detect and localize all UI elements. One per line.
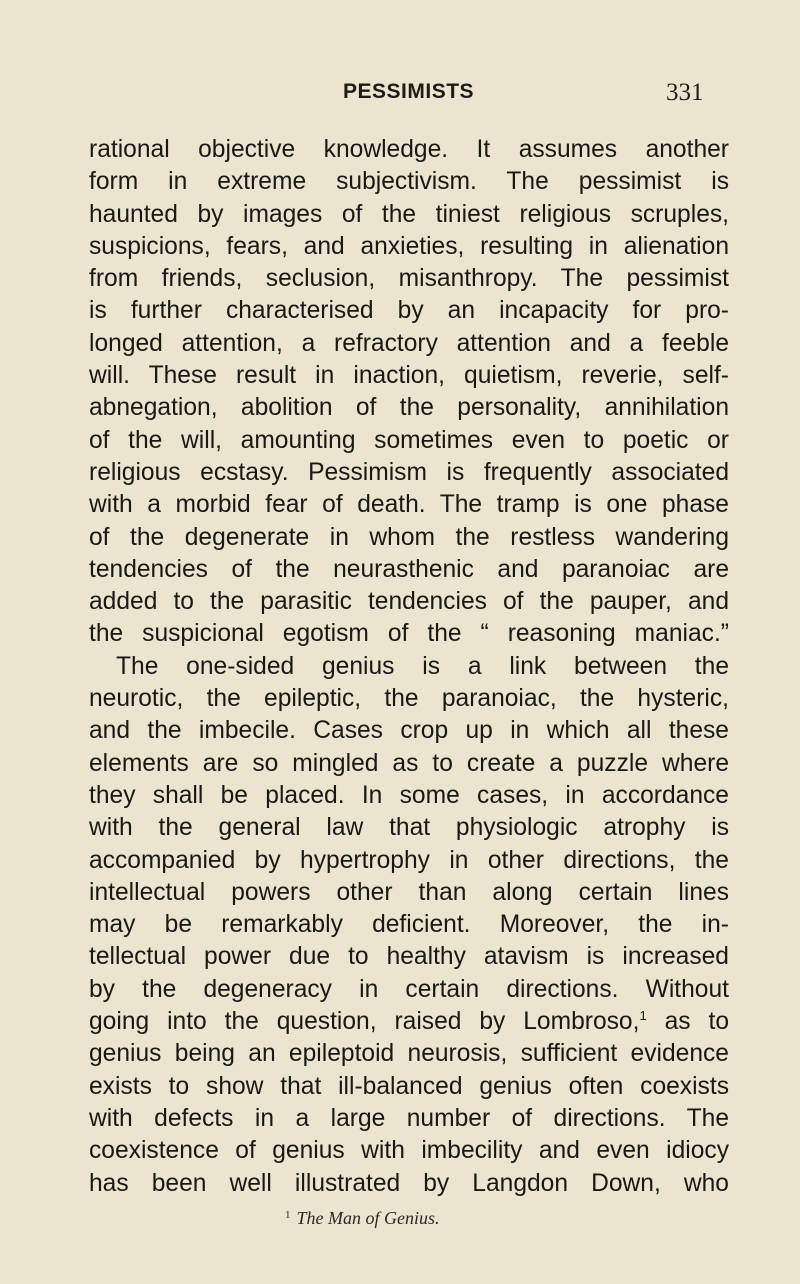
line-text: going into the question, raised by Lombroso, <box>89 1008 640 1036</box>
text-line: by the degeneracy in certain directions. Without <box>89 975 729 1003</box>
body-text <box>89 134 729 1200</box>
text-line: rational objective knowledge. It assumes another <box>89 136 729 163</box>
text-line: exists to show that ill-balanced genius often coexists <box>89 1072 729 1100</box>
text-line: abnegation, abolition of the personality, annihilation <box>89 394 729 422</box>
text-line: is further characterised by an incapacity for pro- <box>89 297 729 325</box>
text-line: coexistence of genius with imbecility and even idiocy <box>89 1137 729 1165</box>
footnote-marker: 1 <box>285 1209 291 1221</box>
text-line: tendencies of the neurasthenic and paranoiac are <box>89 555 729 583</box>
text-line: with defects in a large number of directions. The <box>89 1104 729 1132</box>
text-line: religious ecstasy. Pessimism is frequently associated <box>89 458 729 486</box>
text-line: has been well illustrated by Langdon Down, who <box>89 1169 729 1197</box>
text-line: elements are so mingled as to create a puzzle where <box>89 749 729 777</box>
text-line: intellectual powers other than along certain lines <box>89 878 729 906</box>
text-line: haunted by images of the tiniest religious scruples, <box>89 200 729 228</box>
text-line: neurotic, the epileptic, the paranoiac, the hysteric, <box>89 685 729 713</box>
text-line: will. These result in inaction, quietism, reverie, self- <box>89 362 729 390</box>
text-line: accompanied by hypertrophy in other directions, the <box>89 846 729 874</box>
text-line-with-footnote-ref <box>89 1006 729 1038</box>
text-line: form in extreme subjectivism. The pessimist is <box>89 168 729 196</box>
text-line: of the degenerate in whom the restless wandering <box>89 523 729 551</box>
chapter-title: PESSIMISTS <box>343 80 475 103</box>
footnote <box>285 1208 440 1229</box>
footnote-text: The Man of Genius. <box>296 1208 440 1228</box>
text-line: of the will, amounting sometimes even to poetic or <box>89 426 729 454</box>
text-line: suspicions, fears, and anxieties, resulting in alienation <box>89 232 729 260</box>
running-header <box>0 80 800 110</box>
text-line: from friends, seclusion, misanthropy. The pessimist <box>89 265 729 293</box>
text-line: the suspicional egotism of the “ reasoning maniac.” <box>89 620 729 648</box>
text-line: may be remarkably deficient. Moreover, the in- <box>89 911 729 939</box>
text-line: they shall be placed. In some cases, in accordance <box>89 781 729 809</box>
text-line: genius being an epileptoid neurosis, sufficient evidence <box>89 1040 729 1068</box>
text-line: with the general law that physiologic atrophy is <box>89 814 729 842</box>
text-line: tellectual power due to healthy atavism is increased <box>89 943 729 971</box>
footnote-reference: 1 <box>639 1008 647 1024</box>
text-line: longed attention, a refractory attention and a feeble <box>89 329 729 357</box>
text-line: and the imbecile. Cases crop up in which all these <box>89 717 729 745</box>
page-number: 331 <box>666 79 704 106</box>
line-text-tail: as to <box>646 1008 729 1036</box>
text-line: with a morbid fear of death. The tramp is one phase <box>89 491 729 519</box>
paragraph-start-line: The one-sided genius is a link between the <box>116 652 729 680</box>
text-line: added to the parasitic tendencies of the pauper, and <box>89 588 729 616</box>
